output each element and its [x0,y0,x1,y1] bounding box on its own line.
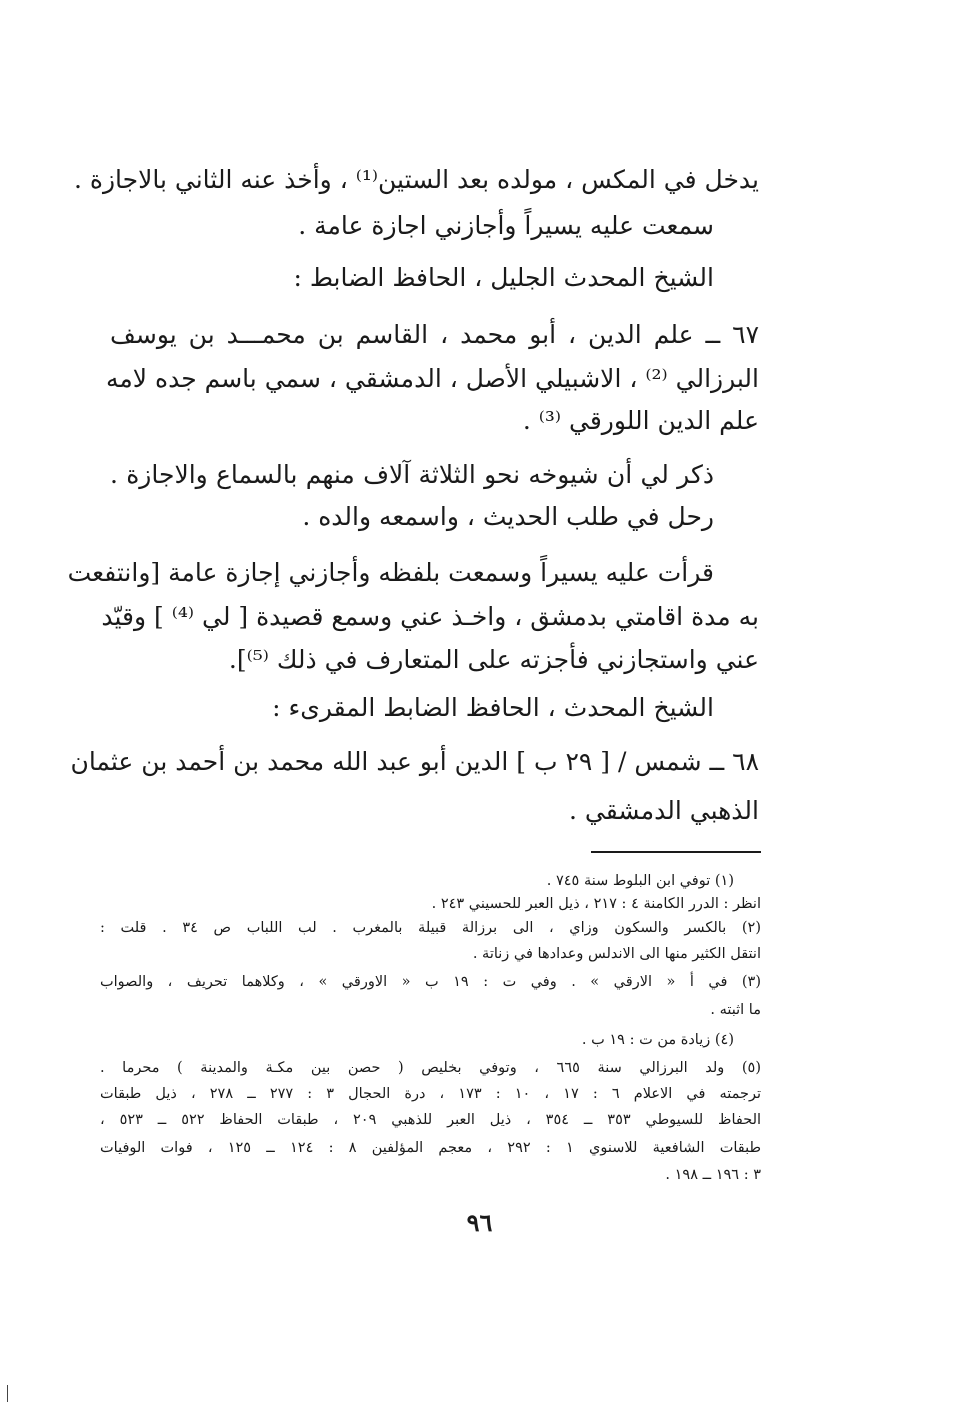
entry-68-line-1: ٦٨ ــ شمس / [ ٢٩ ب ] الدين أبو عبد الله محمد بن أحمد بن عثمان [70,747,759,776]
footnote-5-line-1: (٥) ولد البرزالي سنة ٦٦٥ ، وتوفي بخليص ( حصن بين مكـة والمدينة ) محرما . [100,1060,762,1076]
entry-68-line-2: الذهبي الدمشقي . [569,796,759,825]
footnote-3-line-2: ما اثبته . [710,1002,761,1018]
entry-67-line-3: علم الدين اللورقي ⁽³⁾ . [522,406,759,435]
footnote-1-line-2: انظر : الدرر الكامنة ٤ : ٢١٧ ، ذيل العبر للحسيني ٢٤٣ . [431,896,761,912]
section-heading-1: الشيخ المحدث الجليل ، الحافظ الضابط : [293,263,714,292]
footnote-2-line-1: (٢) بالكسر والسكون وزاي ، الى برزالة قبيلة بالمغرب . لب اللباب ص ٣٤ . قلت : [100,920,761,936]
page-number: ٩٦ [466,1208,493,1237]
body-line-9: قرأت عليه يسيراً وسمعت بلفظه وأجازني إجازة عامة [وانتفعت [67,558,714,587]
body-line-8: رحل في طلب الحديث ، واسمعه والده . [302,502,714,531]
entry-67-line-2: البرزالي ⁽²⁾ ، الاشبيلي الأصل ، الدمشقي ، سمي باسم جده لامه [105,364,759,393]
footnote-5-line-2: ترجمته في الاعلام ٦ : ١٧ ، ١٠ : ١٧٣ ، درة الحجال ٣ : ٢٧٧ ــ ٢٧٨ ، ذيل طبقات [100,1086,762,1102]
body-line-11: عني واستجازني فأجزته على المتعارف في ذلك ⁽⁵⁾]. [228,645,759,674]
footnote-5-line-4: طبقات الشافعية للاسنوي ١ : ٢٩٢ ، معجم المؤلفين ٨ : ١٢٤ ــ ١٢٥ ، فوات الوفيات [100,1140,762,1156]
footnote-5-line-3: الحفاظ للسيوطي ٣٥٣ ــ ٣٥٤ ، ذيل العبر للذهبي ٢٠٩ ، طبقات الحفاظ ٥٢٢ ــ ٥٢٣ ، [100,1112,762,1128]
body-line-1: يدخل في المكس ، مولده بعد الستين⁽¹⁾ ، وأخذ عنه الثاني بالاجازة . [73,165,759,194]
footnote-4: (٤) زيادة من ت : ١٩ ب . [581,1032,734,1048]
body-line-10: به مدة اقامتي بدمشق ، واخـذ عني وسمع قصيدة [ لي ⁽⁴⁾ ] وقيّد [101,602,759,631]
footnote-1-line-1: (١) توفي ابن البلوط سنة ٧٤٥ . [546,873,734,889]
footnote-3-line-1: (٣) في أ « الارقي » . وفي ت : ١٩ ب « الاورقي » ، وكلاهما تحريف ، والصواب [100,974,761,990]
entry-67-line-1: ٦٧ ــ علم الدين ، أبو محمد ، القاسم بن محمـــد بن يوسف [110,320,759,349]
body-line-7: ذكر لي أن شيوخه نحو الثلاثة آلاف منهم بالسماع والاجازة . [110,460,714,489]
body-line-2: سمعت عليه يسيراً وأجازني اجازة عامة . [298,211,714,240]
footnote-2-line-2: انتقل الكثير منها الى الاندلس وعدادها في زناتة . [472,946,761,962]
section-heading-2: الشيخ المحدث ، الحافظ الضابط المقرىء : [272,693,714,722]
scan-edge-mark [7,1385,8,1402]
footnote-separator [591,851,761,853]
footnote-5-line-5: ٣ : ١٩٦ ــ ١٩٨ . [665,1167,761,1183]
